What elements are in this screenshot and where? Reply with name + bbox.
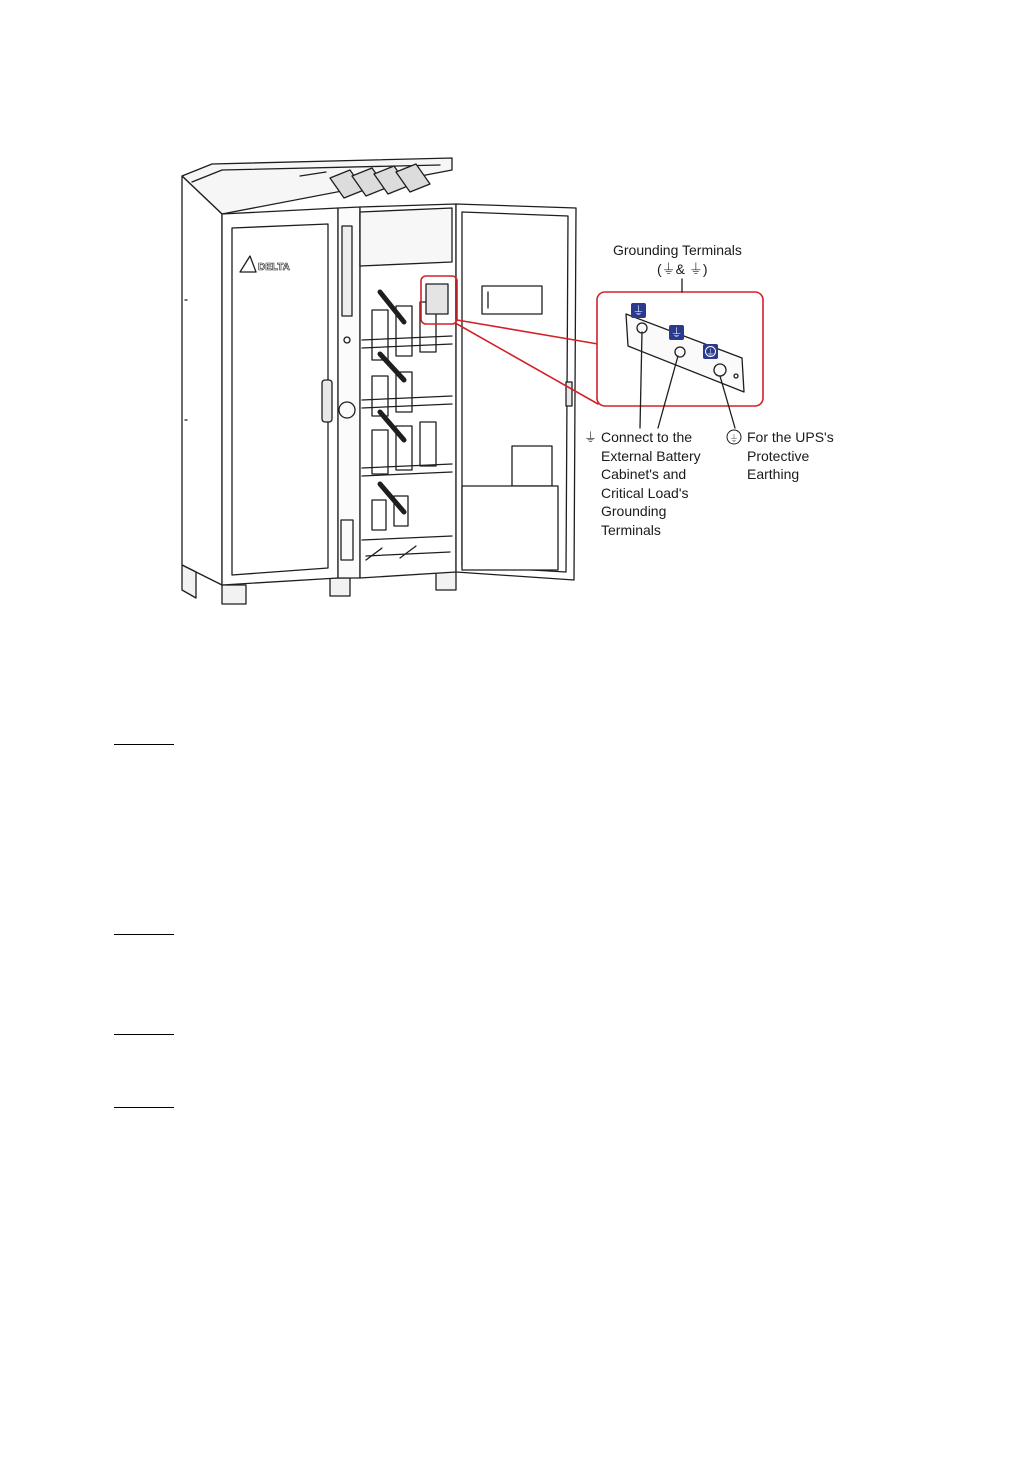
label-line: Cabinet's and [601,466,687,482]
label-line: Terminals [601,521,661,538]
label-line: External Battery [601,447,701,464]
label-line: Grounding [601,503,667,519]
ground-symbol-icon: ⏚ [584,431,598,446]
section-separator [114,1107,174,1108]
svg-text:⏚: ⏚ [632,304,645,318]
protective-earthing-label [747,428,834,484]
section-separator [114,934,174,935]
brand-logo: DELTA [258,262,290,273]
callout-symbols: (⏚& ⏚) [657,261,708,277]
ups-grounding-figure [0,0,1032,640]
ups-cabinet [182,158,576,604]
section-separator [114,744,174,745]
label-line: For the UPS's [747,429,834,445]
protective-earth-icon [727,430,741,445]
section-separator [114,1034,174,1035]
svg-text:⏚: ⏚ [729,434,739,445]
label-line: Critical Load's [601,484,689,501]
label-line: Connect to the [601,429,693,445]
svg-text:⏚: ⏚ [670,326,683,340]
label-line: Protective [747,447,810,464]
external-grounding-label [601,428,701,539]
label-line: Earthing [747,466,800,482]
svg-text:⏚: ⏚ [705,349,716,359]
callout-title: Grounding Terminals [613,242,742,258]
